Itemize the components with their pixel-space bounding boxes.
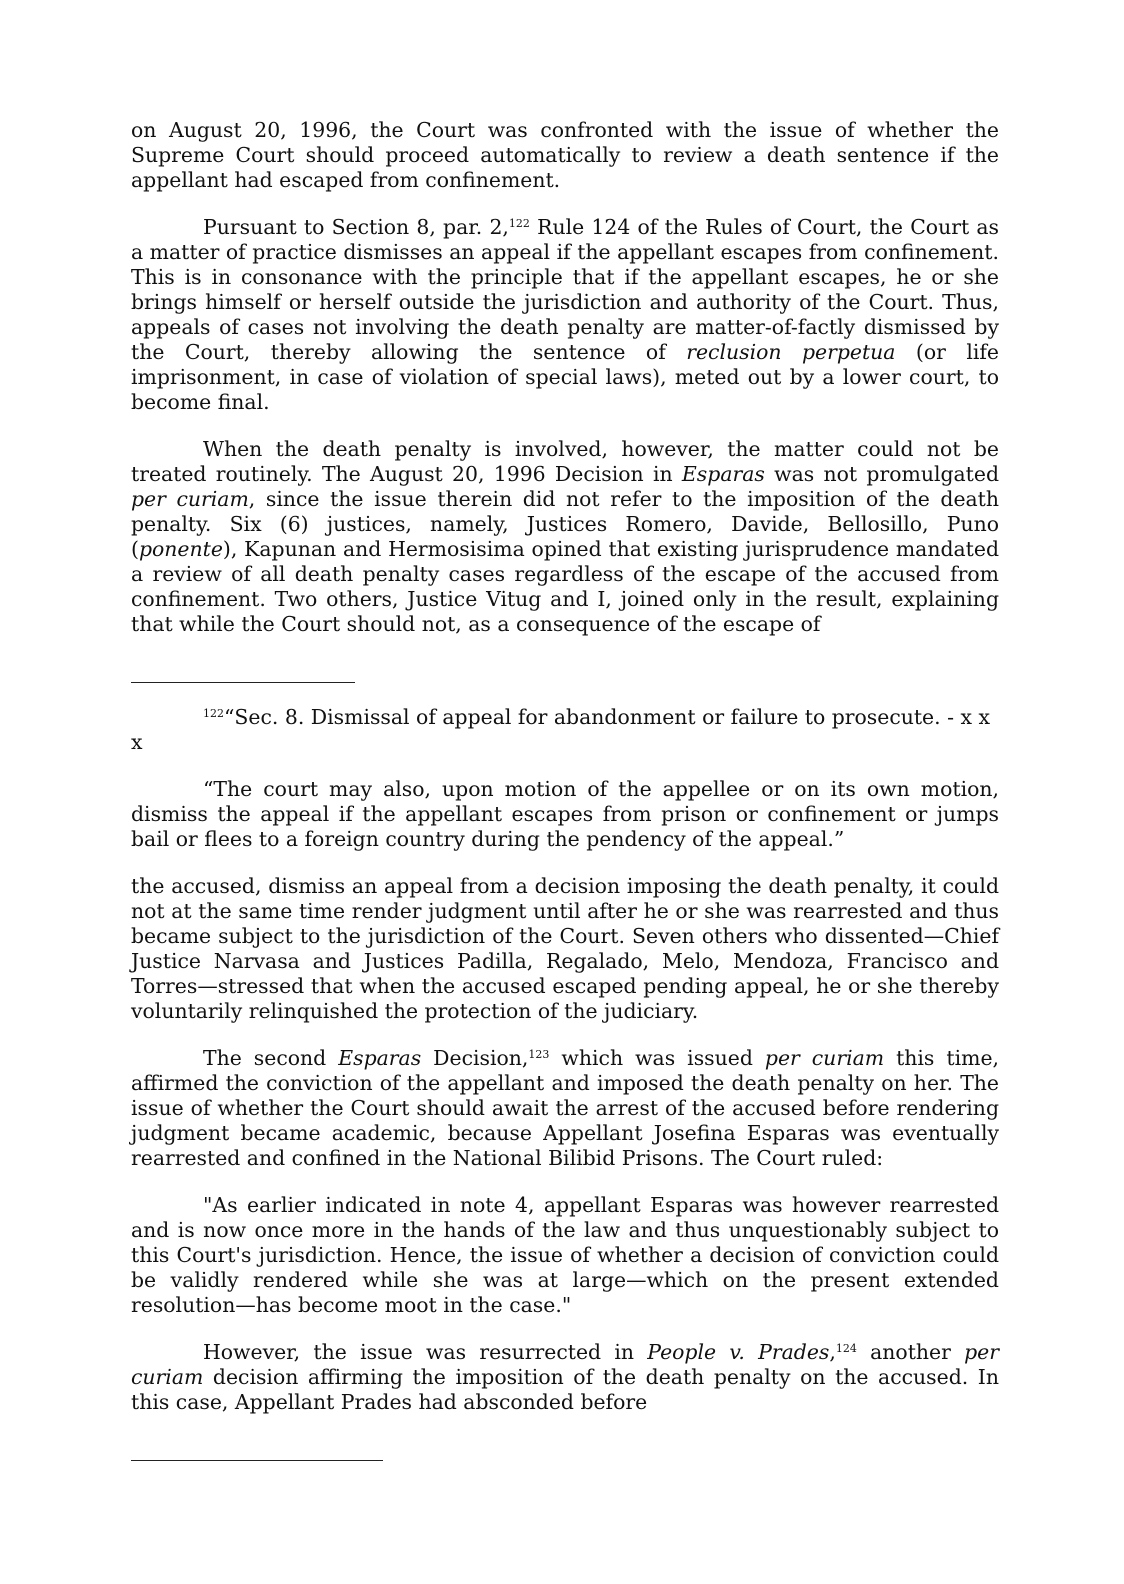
paragraph-2-text-b: Rule 124 of the Rules of Court, the Court as a matter of practice dismisses an appeal if the appellant escapes from confinement. This is in consonance with the principle that if the appellant escapes, he or she brings himself or herself outside the jurisdiction and authority of the Court. Thus, appeals of cases not involving the death penalty are matter-of-factly dismissed by the Court, thereby allowing the sentence of [131,215,999,364]
block-quote: "As earlier indicated in note 4, appellant Esparas was however rearrested and is now once more in the hands of the law and thus unquestionably subject to this Court's jurisdiction. Hence, the issue of whether a decision of conviction could be validly rendered while she was at large—which on the present extended resolution—has become moot in the case." [131,1193,999,1317]
paragraph-2-italic: reclusion perpetua [686,340,896,364]
footnote-122-text-1: “Sec. 8. Dismissal of appeal for abandonment or failure to prosecute. - x x x [131,705,990,754]
paragraph-4: the accused, dismiss an appeal from a decision imposing the death penalty, it could not at the same time render judgment until after he or she was rearrested and thus became subject to the jurisdiction of the Court. Seven others who dissented—Chief Justice Narvasa and Justices Padilla, Regalado, Melo, Mendoza, Francisco and Torres—stressed that when the accused escaped pending appeal, he or she thereby voluntarily relinquished the protection of the judiciary. [131,874,999,1023]
paragraph-3-text-c: , since the issue therein did not refer to the imposition of the death penalty. Six (6) justices, namely, Justices Romero, Davide, Bellosillo, Puno ( [131,487,1000,561]
paragraph-5-italic-2: per curiam [764,1046,885,1070]
footnote-122-line-1 [131,705,999,755]
footnote-number-122: 122 [203,707,224,721]
paragraph-1: on August 20, 1996, the Court was confronted with the issue of whether the Supreme Court should proceed automatically to review a death sentence if the appellant had escaped from confinement. [131,118,999,192]
paragraph-5-italic-1: Esparas [338,1046,422,1070]
paragraph-3 [131,437,999,637]
paragraph-6-italic-2: per curiam [131,1340,999,1389]
footnote-ref-124: 124 [835,1342,857,1356]
paragraph-2-text-a: Pursuant to Section 8, par. 2, [203,215,509,239]
footnote-divider-2 [131,1460,383,1461]
paragraph-6-text-d: decision affirming the imposition of the death penalty on the accused. In this case, Appellant Prades had absconded before [131,1365,999,1414]
paragraph-3-italic-1: Esparas [681,462,765,486]
paragraph-5-text-b: Decision, [421,1046,529,1070]
footnote-divider-1 [131,682,355,683]
paragraph-5 [131,1046,999,1171]
paragraph-6-italic-1: People v. Prades [647,1340,830,1364]
paragraph-5-text-a: The second [203,1046,339,1070]
footnote-122-line-2: “The court may also, upon motion of the appellee or on its own motion, dismiss the appeal if the appellant escapes from prison or confinement or jumps bail or flees to a foreign country during the pendency of the appeal.” [131,777,999,851]
paragraph-3-italic-3: ponente [138,537,223,561]
paragraph-6-text-b: , [829,1340,836,1364]
footnote-ref-122: 122 [508,217,530,231]
paragraph-2 [131,215,999,415]
document-page [131,118,999,1461]
paragraph-5-text-d: this time, affirmed the conviction of the appellant and imposed the death penalty on her. The issue of whether the Court should await the arrest of the accused before rendering judgment became academic, because Appellant Josefina Esparas was eventually rearrested and confined in the National Bilibid Prisons. The Court ruled: [131,1046,999,1170]
footnote-122 [131,705,999,852]
paragraph-2-text-c: (or life imprisonment, in case of violation of special laws), meted out by a lower court, to become final. [131,340,999,414]
paragraph-3-text-a: When the death penalty is involved, however, the matter could not be treated routinely. The August 20, 1996 Decision in [131,437,999,486]
paragraph-3-text-d: ), Kapunan and Hermosisima opined that existing jurisprudence mandated a review of all death penalty cases regardless of the escape of the accused from confinement. Two others, Justice Vitug and I, joined only in the result, explaining that while the Court should not, as a consequence of the escape of [131,537,999,636]
paragraph-6-text-c: another [856,1340,965,1364]
paragraph-3-italic-2: per curiam [131,487,249,511]
paragraph-6-text-a: However, the issue was resurrected in [203,1340,648,1364]
paragraph-3-text-b: was not promulgated [764,462,999,486]
paragraph-6 [131,1340,999,1415]
footnote-ref-123: 123 [528,1048,550,1062]
paragraph-5-text-c: which was issued [549,1046,765,1070]
